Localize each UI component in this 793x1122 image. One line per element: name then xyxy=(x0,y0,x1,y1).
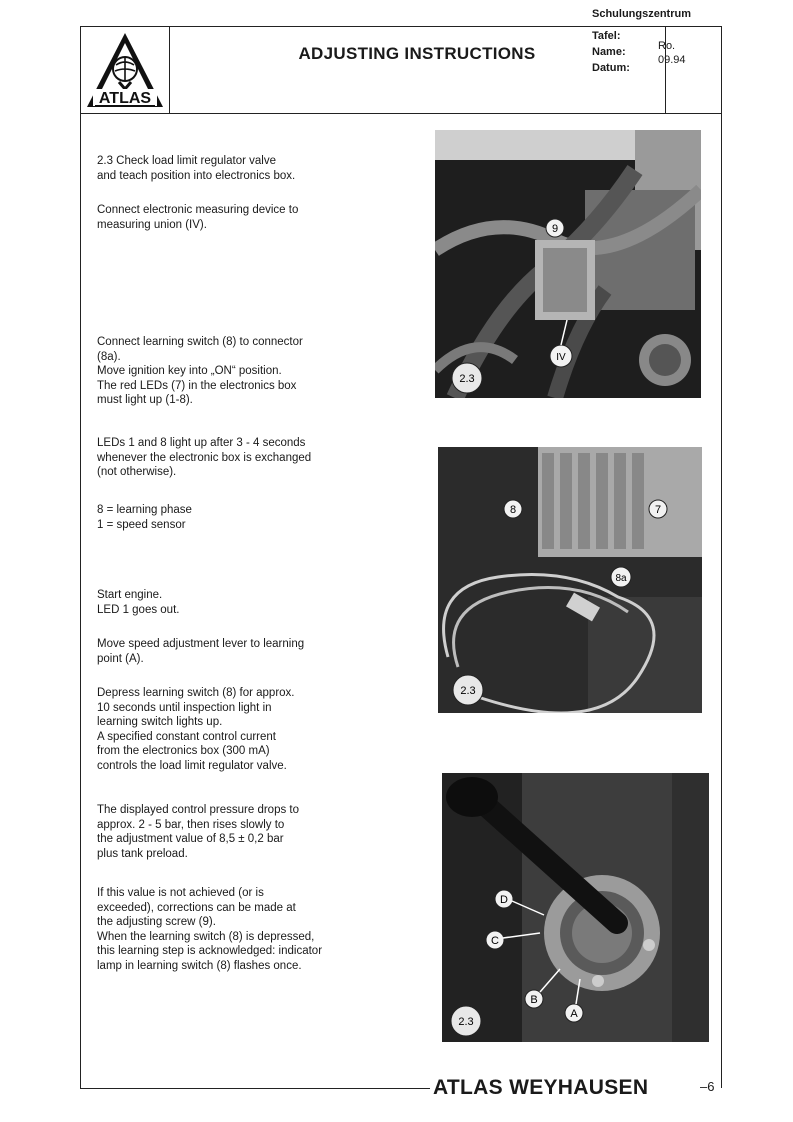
org-name: Schulungszentrum xyxy=(592,8,692,20)
frame-left-border xyxy=(80,26,81,1088)
para-corrections: If this value is not achieved (or is exceeded), corrections can be made at the adjusting screw (9). When the learning switch (8) is depressed, this learning step is acknowledged: indicator lamp in learning switch (8) flashes once. xyxy=(97,887,323,972)
svg-text:D: D xyxy=(500,894,508,906)
svg-text:9: 9 xyxy=(551,223,559,235)
svg-text:ATLAS: ATLAS xyxy=(98,90,152,107)
svg-text:B: B xyxy=(530,994,538,1006)
para-measuring-device: Connect electronic measuring device to measuring union (IV). xyxy=(97,204,299,231)
datum-value: 09.94 xyxy=(658,54,686,66)
footer-brand: ATLAS WEYHAUSEN xyxy=(433,1076,649,1099)
photo-speed-lever xyxy=(442,773,709,1042)
page-title: ADJUSTING INSTRUCTIONS xyxy=(298,44,536,63)
svg-text:IV: IV xyxy=(556,352,566,363)
footer-rule xyxy=(80,1088,430,1089)
para-start-engine: Start engine. LED 1 goes out. xyxy=(97,589,180,616)
svg-text:2.3: 2.3 xyxy=(459,373,475,385)
name-value: Ro. xyxy=(658,40,676,52)
tafel-label: Tafel: xyxy=(592,30,621,42)
svg-text:C: C xyxy=(491,935,499,947)
photo-electronics-box xyxy=(438,447,702,713)
svg-text:8: 8 xyxy=(509,504,517,516)
datum-label: Datum: xyxy=(592,62,630,74)
atlas-logo xyxy=(81,27,169,113)
logo-cell xyxy=(81,27,170,113)
para-step-heading: 2.3 Check load limit regulator valve and teach position into electronics box. xyxy=(97,155,296,182)
svg-text:8a: 8a xyxy=(615,573,627,584)
para-led-legend: 8 = learning phase 1 = speed sensor xyxy=(97,504,192,531)
para-speed-lever: Move speed adjustment lever to learning point (A). xyxy=(97,638,305,665)
photo-regulator-valve xyxy=(435,130,701,398)
para-learning-switch: Connect learning switch (8) to connector (8a). Move ignition key into „ON“ position. The red LEDs (7) in the electronics box must light up (1-8). xyxy=(97,336,303,406)
name-label: Name: xyxy=(592,46,626,58)
page-number: –6 xyxy=(700,1079,715,1094)
svg-text:7: 7 xyxy=(654,504,662,516)
svg-text:A: A xyxy=(570,1008,578,1020)
para-leds: LEDs 1 and 8 light up after 3 - 4 seconds whenever the electronic box is exchanged (not otherwise). xyxy=(97,437,312,478)
svg-text:2.3: 2.3 xyxy=(460,685,476,697)
para-depress-switch: Depress learning switch (8) for approx. 10 seconds until inspection light in learning switch lights up. A specified constant control current from the electronics box (300 mA) controls the load limit regulator valve. xyxy=(97,687,295,772)
frame-right-border xyxy=(721,26,722,1088)
para-control-pressure: The displayed control pressure drops to approx. 2 - 5 bar, then rises slowly to the adjustment value of 8,5 ± 0,2 bar plus tank preload. xyxy=(97,804,299,860)
svg-text:2.3: 2.3 xyxy=(458,1016,474,1028)
